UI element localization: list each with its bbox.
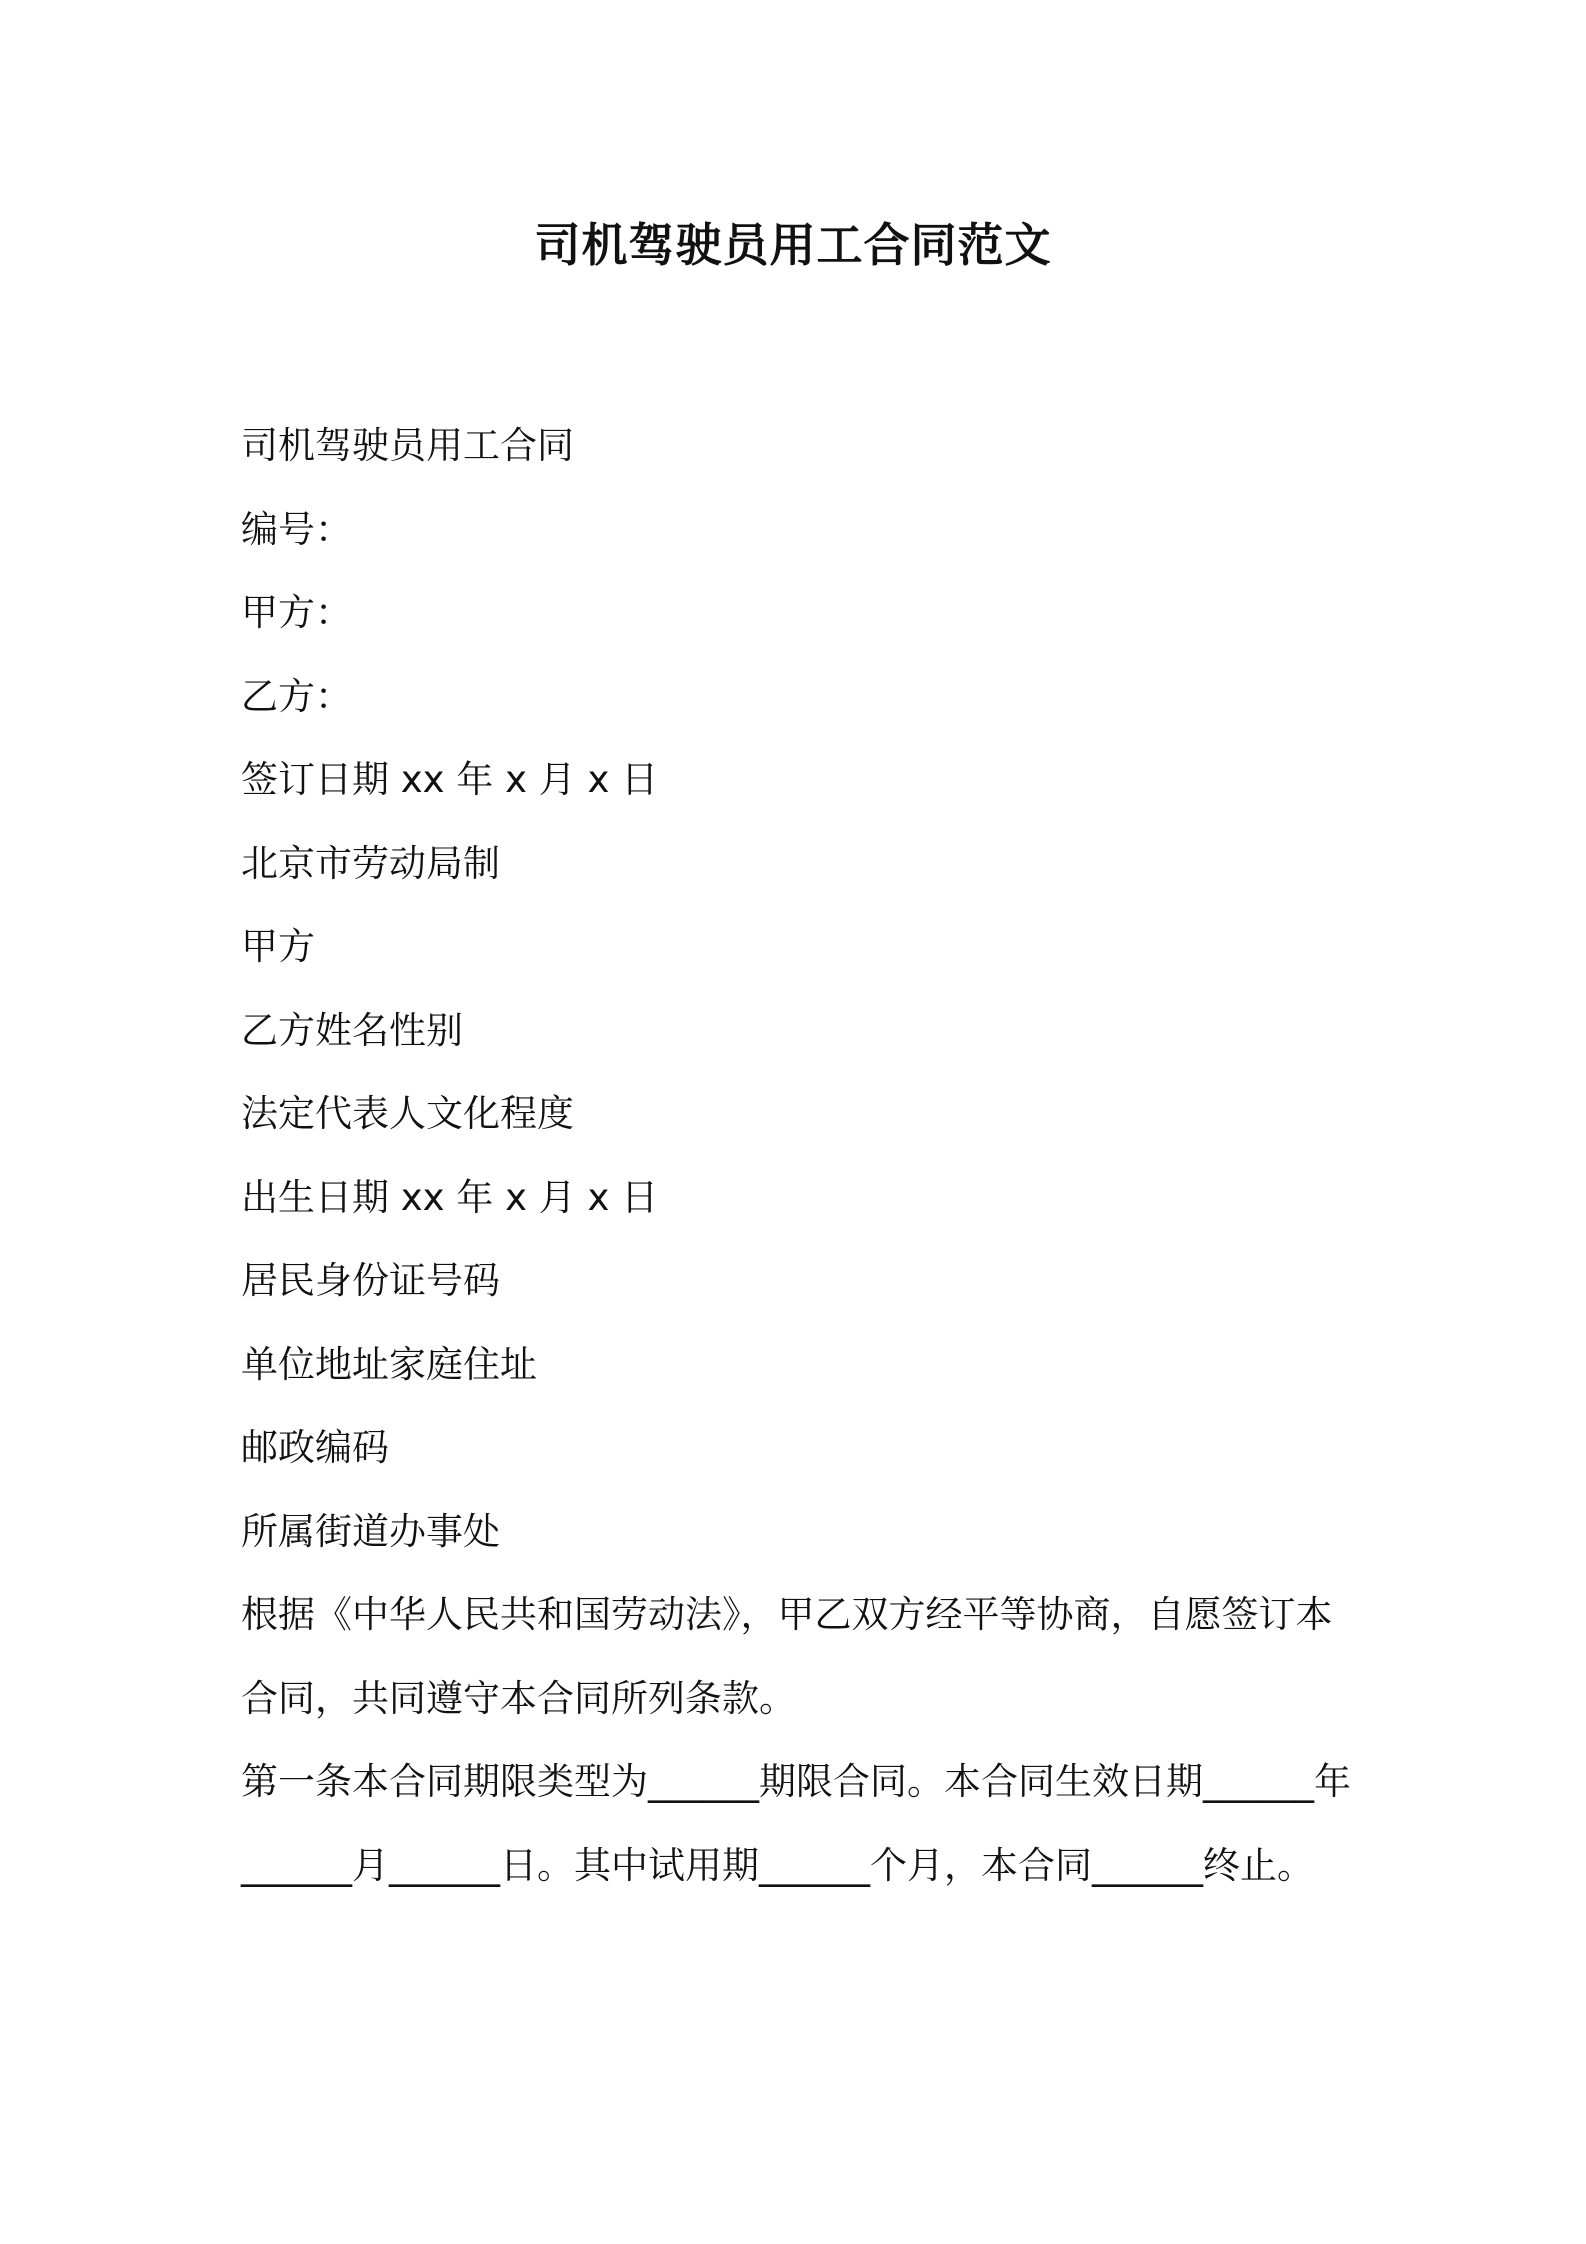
contract-heading: 司机驾驶员用工合同 — [241, 424, 574, 467]
article-one-paragraph: 第一条本合同期限类型为______期限合同。本合同生效日期______年______月______日。其中试用期______个月，本合同______终止。 — [241, 1760, 1351, 1887]
address-field: 单位地址家庭住址 — [241, 1342, 537, 1386]
contract-number-field: 编号： — [241, 507, 352, 551]
party-a-field: 甲方： — [241, 591, 352, 634]
preamble-paragraph: 根据《中华人民共和国劳动法》，甲乙双方经平等协商，自愿签订本合同，共同遵守本合同所列条款。 — [241, 1593, 1333, 1720]
subdistrict-office-field: 所属街道办事处 — [241, 1509, 500, 1553]
birth-date-field: 出生日期 xx 年 x 月 x 日 — [241, 1175, 659, 1219]
party-a-label: 甲方 — [241, 925, 315, 968]
party-b-name-gender: 乙方姓名性别 — [241, 1008, 463, 1052]
issuer-line: 北京市劳动局制 — [241, 841, 500, 885]
document-body — [241, 404, 1361, 1907]
id-number-field: 居民身份证号码 — [241, 1259, 500, 1302]
legal-rep-education: 法定代表人文化程度 — [241, 1092, 574, 1135]
signing-date-field: 签订日期 xx 年 x 月 x 日 — [241, 758, 659, 801]
party-b-field: 乙方： — [241, 674, 352, 718]
postal-code-field: 邮政编码 — [241, 1426, 389, 1469]
document-title: 司机驾驶员用工合同范文 — [534, 218, 1052, 272]
